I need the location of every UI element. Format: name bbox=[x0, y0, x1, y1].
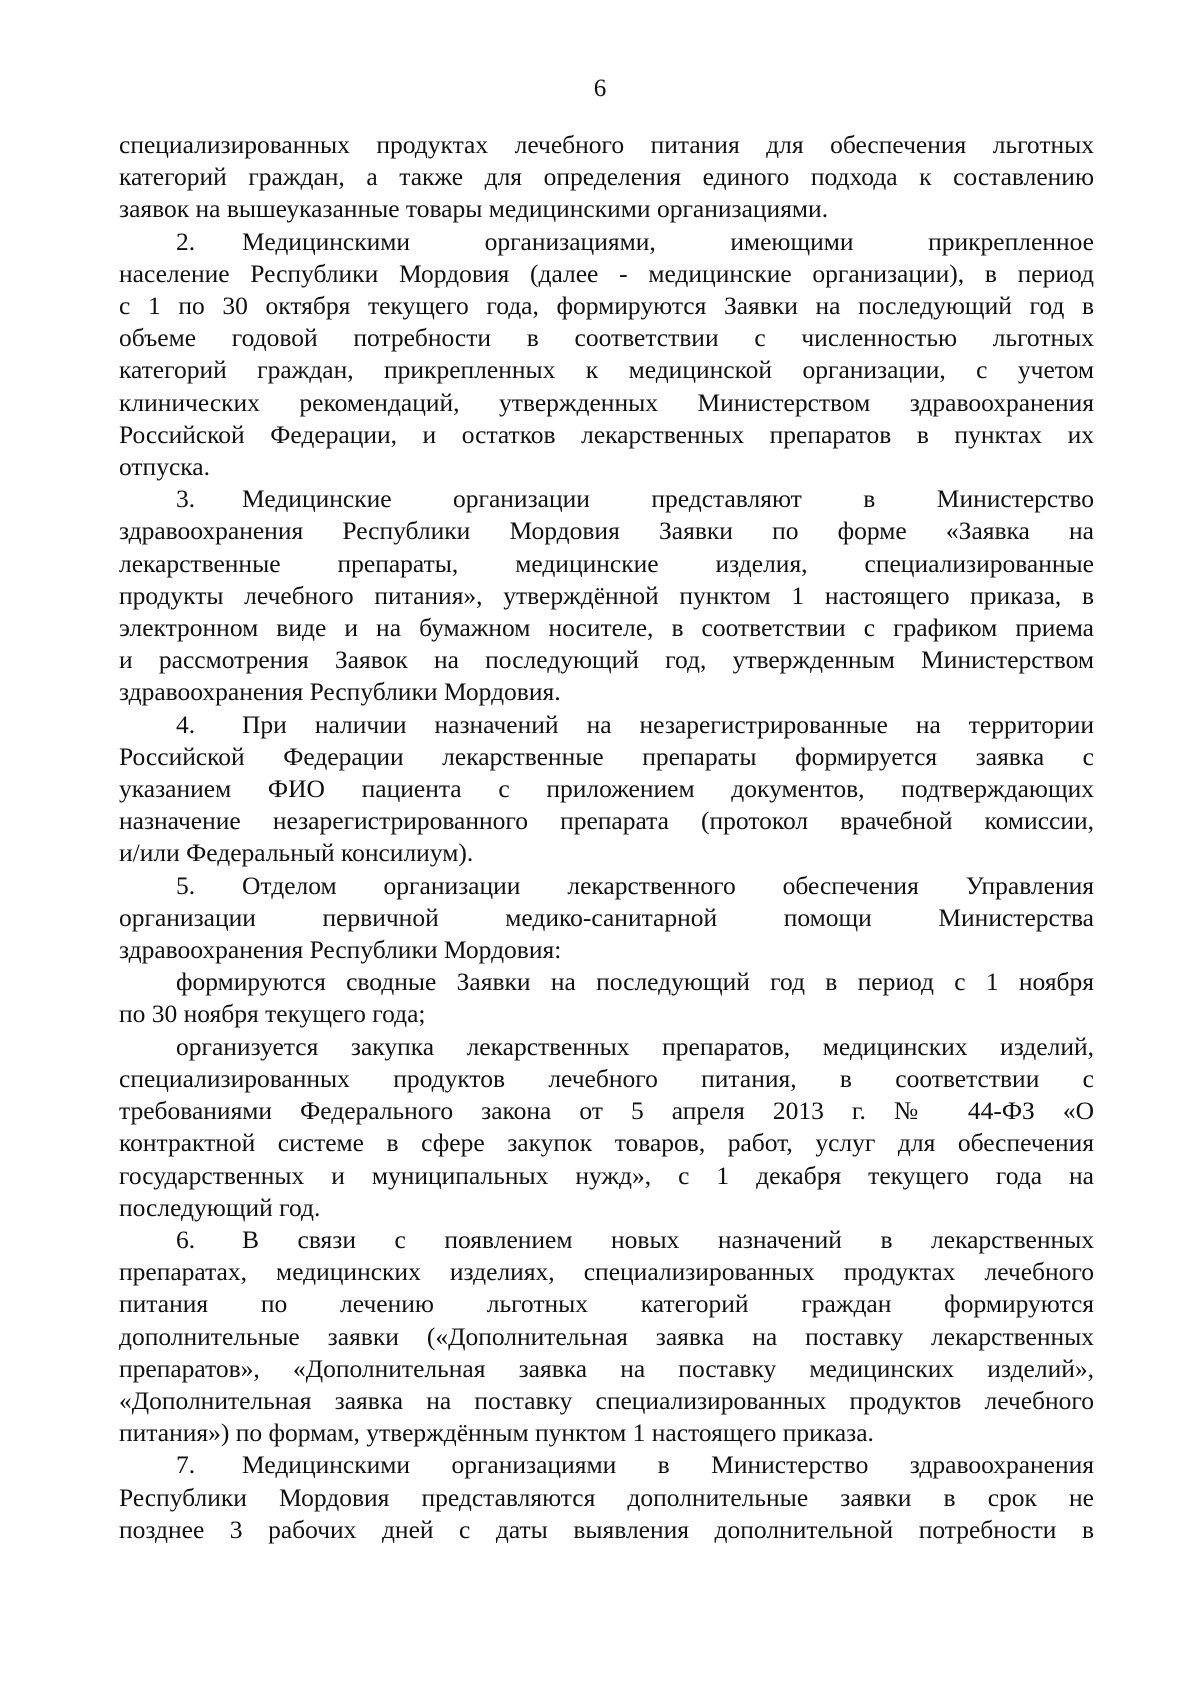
text-line: отпуска. bbox=[119, 452, 210, 482]
text-line: препаратах, медицинских изделиях, специализированных продуктах лечебного bbox=[119, 1257, 1094, 1287]
paragraph-number: 2. bbox=[176, 226, 196, 256]
paragraph-number: 4. bbox=[176, 709, 196, 739]
paragraph-number: 3. bbox=[176, 484, 196, 514]
text-line: указанием ФИО пациента с приложением документов, подтверждающих bbox=[119, 774, 1094, 804]
text-line: «Дополнительная заявка на поставку специализированных продуктов лечебного bbox=[119, 1385, 1094, 1415]
text-line: и рассмотрения Заявок на последующий год, утвержденным Министерством bbox=[119, 645, 1094, 675]
text-line-content: При наличии назначений на незарегистрированные на территории bbox=[242, 709, 1094, 739]
text-line: назначение незарегистрированного препарата (протокол врачебной комиссии, bbox=[119, 806, 1094, 836]
text-line bbox=[119, 1449, 1094, 1481]
text-line: категорий граждан, а также для определения единого подхода к составлению bbox=[119, 162, 1094, 192]
text-line: продукты лечебного питания», утверждённой пунктом 1 настоящего приказа, в bbox=[119, 580, 1094, 610]
text-line: питания по лечению льготных категорий граждан формируются bbox=[119, 1289, 1094, 1319]
paragraph-item-2 bbox=[119, 226, 1094, 484]
text-line-content: Медицинские организации представляют в Министерство bbox=[242, 484, 1094, 514]
paragraph-number: 6. bbox=[176, 1224, 196, 1254]
text-line: лекарственные препараты, медицинские изделия, специализированные bbox=[119, 548, 1094, 578]
sub-paragraph bbox=[119, 1031, 1094, 1224]
text-line: дополнительные заявки («Дополнительная заявка на поставку лекарственных bbox=[119, 1321, 1094, 1351]
text-line: заявок на вышеуказанные товары медицинскими организациями. bbox=[119, 194, 829, 224]
paragraph-item-7 bbox=[119, 1449, 1094, 1546]
text-line: население Республики Мордовия (далее - медицинские организации), в период bbox=[119, 258, 1094, 288]
text-line: препаратов», «Дополнительная заявка на поставку медицинских изделий», bbox=[119, 1353, 1094, 1383]
text-line: специализированных продуктов лечебного питания, в соответствии с bbox=[119, 1063, 1094, 1093]
text-line: питания») по формам, утверждённым пунктом 1 настоящего приказа. bbox=[119, 1418, 874, 1448]
text-line: позднее 3 рабочих дней с даты выявления дополнительной потребности в bbox=[119, 1514, 1094, 1544]
text-line: по 30 ноября текущего года; bbox=[119, 999, 426, 1029]
text-line: Российской Федерации лекарственные препараты формируется заявка с bbox=[119, 741, 1094, 771]
text-line: контрактной системе в сфере закупок товаров, работ, услуг для обеспечения bbox=[119, 1128, 1094, 1158]
text-line: здравоохранения Республики Мордовия. bbox=[119, 677, 561, 707]
text-line-content: В связи с появлением новых назначений в лекарственных bbox=[242, 1224, 1094, 1254]
text-line: требованиями Федерального закона от 5 апреля 2013 г. № 44-ФЗ «О bbox=[119, 1096, 1094, 1126]
text-line: с 1 по 30 октября текущего года, формируются Заявки на последующий год в bbox=[119, 291, 1094, 321]
paragraph-item-5 bbox=[119, 870, 1094, 967]
text-line: Российской Федерации, и остатков лекарственных препаратов в пунктах их bbox=[119, 419, 1094, 449]
text-line: организуется закупка лекарственных препаратов, медицинских изделий, bbox=[176, 1031, 1094, 1061]
text-line: объеме годовой потребности в соответствии с численностью льготных bbox=[119, 323, 1094, 353]
text-line-content: Отделом организации лекарственного обеспечения Управления bbox=[242, 870, 1094, 900]
text-line: государственных и муниципальных нужд», с 1 декабря текущего года на bbox=[119, 1160, 1094, 1190]
text-line bbox=[119, 870, 1094, 902]
text-line: клинических рекомендаций, утвержденных Министерством здравоохранения bbox=[119, 387, 1094, 417]
text-line bbox=[119, 226, 1094, 258]
text-line: Республики Мордовия представляются дополнительные заявки в срок не bbox=[119, 1482, 1094, 1512]
paragraph-item-6 bbox=[119, 1224, 1094, 1449]
paragraph-continuation bbox=[119, 129, 1094, 226]
document-body bbox=[119, 129, 1094, 1546]
paragraph-item-3 bbox=[119, 483, 1094, 708]
text-line: здравоохранения Республики Мордовия Заявки по форме «Заявка на bbox=[119, 516, 1094, 546]
text-line: здравоохранения Республики Мордовия: bbox=[119, 935, 562, 965]
text-line bbox=[119, 1224, 1094, 1256]
paragraph-number: 7. bbox=[176, 1450, 196, 1480]
text-line: формируются сводные Заявки на последующий год в период с 1 ноября bbox=[176, 967, 1094, 997]
text-line: специализированных продуктах лечебного питания для обеспечения льготных bbox=[119, 130, 1094, 159]
paragraph-number: 5. bbox=[176, 870, 196, 900]
sub-paragraph bbox=[119, 966, 1094, 1030]
text-line bbox=[119, 483, 1094, 515]
text-line: категорий граждан, прикрепленных к медицинской организации, с учетом bbox=[119, 355, 1094, 385]
text-line-content: Медицинскими организациями, имеющими прикрепленное bbox=[242, 226, 1094, 256]
text-line-content: Медицинскими организациями в Министерство здравоохранения bbox=[242, 1450, 1094, 1480]
text-line: и/или Федеральный консилиум). bbox=[119, 838, 474, 868]
text-line: электронном виде и на бумажном носителе, в соответствии с графиком приема bbox=[119, 613, 1094, 643]
text-line: организации первичной медико-санитарной помощи Министерства bbox=[119, 902, 1094, 932]
text-line: последующий год. bbox=[119, 1192, 321, 1222]
paragraph-item-4 bbox=[119, 709, 1094, 870]
page-number: 6 bbox=[593, 75, 607, 102]
text-line bbox=[119, 709, 1094, 741]
